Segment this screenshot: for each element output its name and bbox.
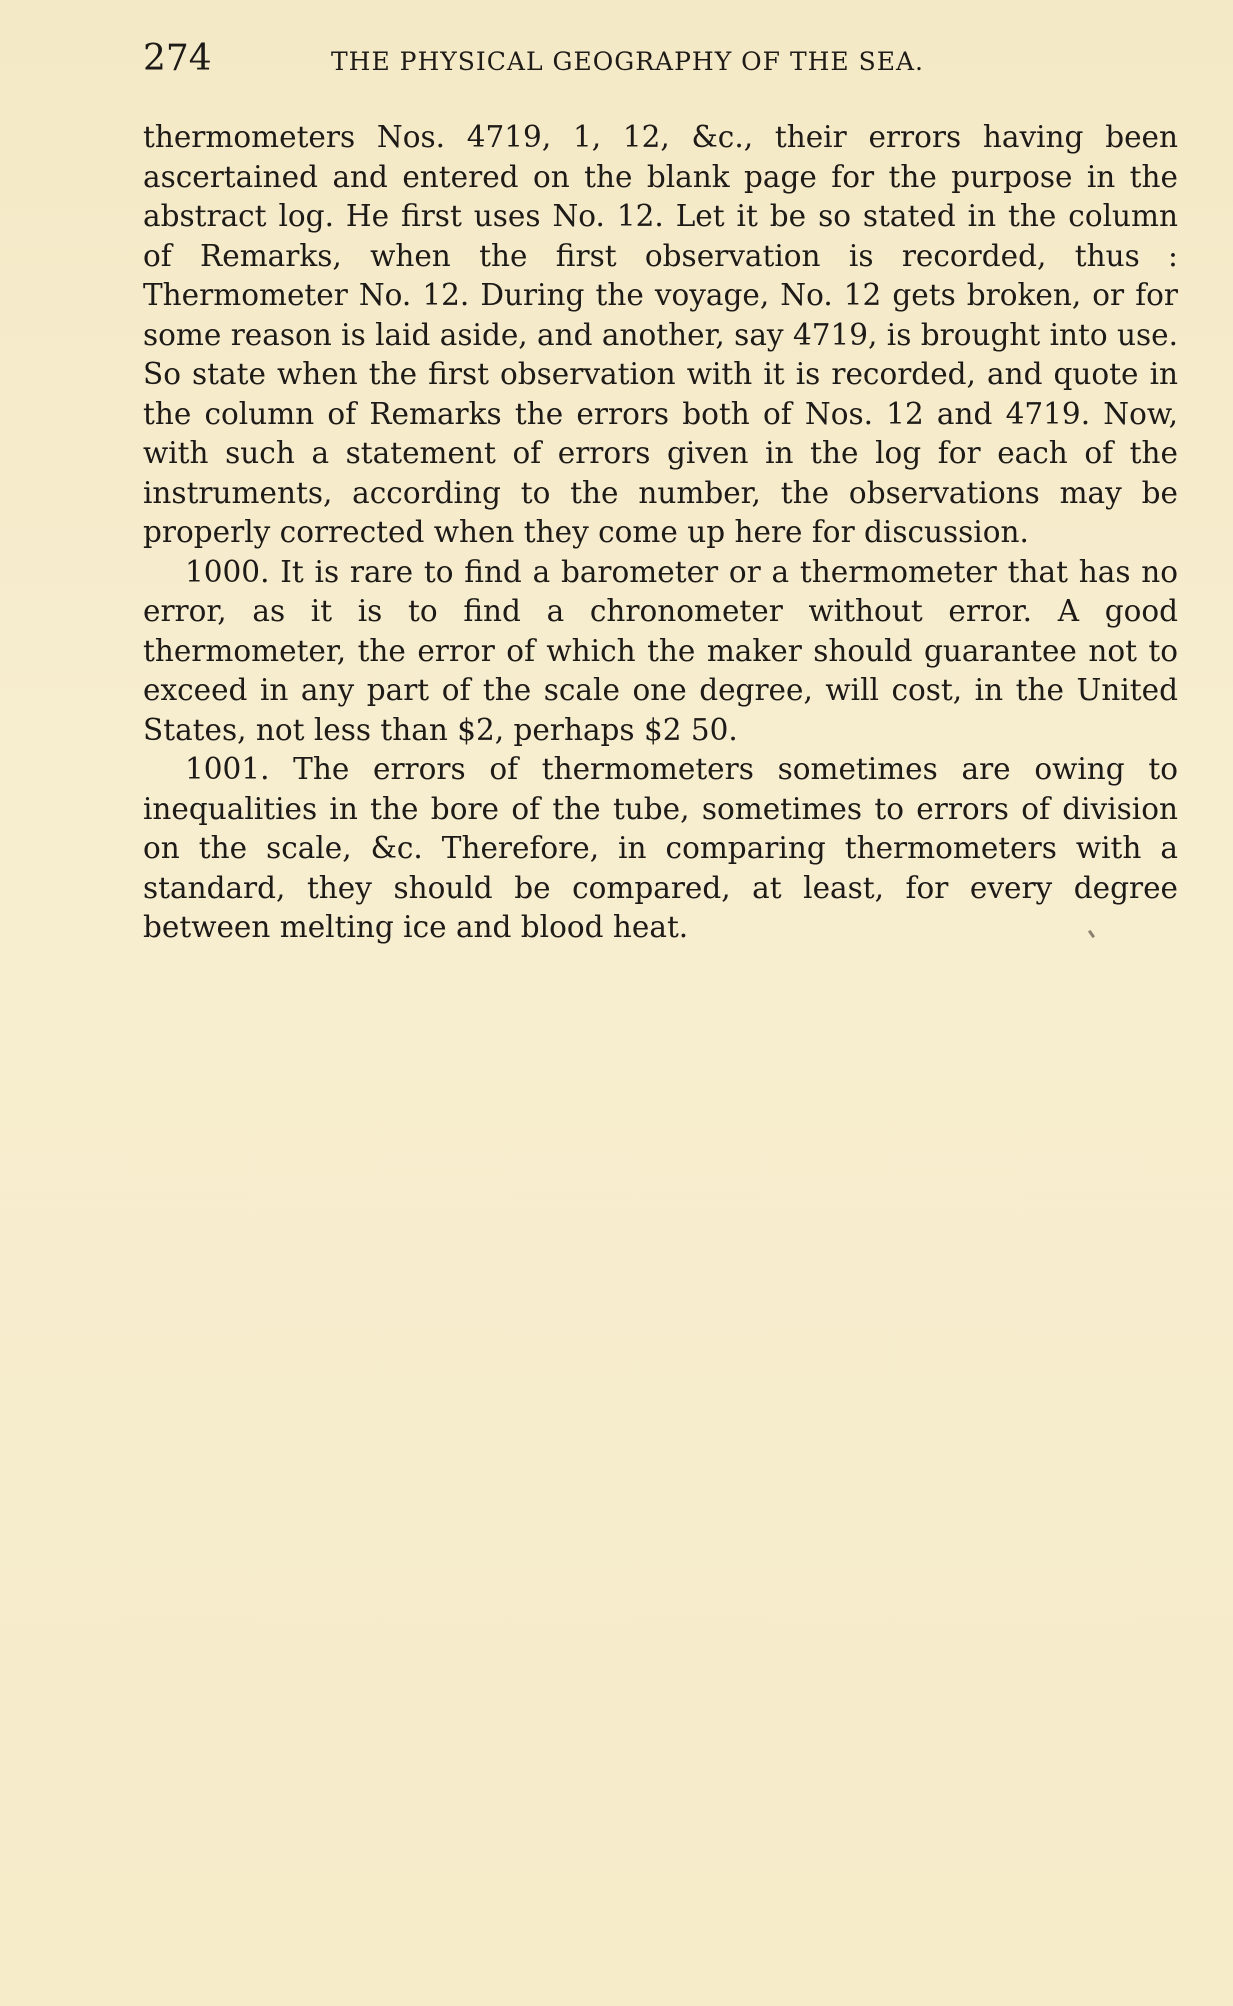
- page-header: [143, 34, 1178, 84]
- paragraph-continuation: thermometers Nos. 4719, 1, 12, &c., their errors having been ascertained and entered on the blank page for the purpose in the abstract log. He first uses No. 12. Let it be so stated in the column of Remarks, when the first observation is recorded, thus : Thermometer No. 12. During the voyage, No. 12 gets broken, or for some reason is laid aside, and another, say 4719, is brought into use. So state when the first observation with it is recorded, and quote in the column of Remarks the errors both of Nos. 12 and 4719. Now, with such a statement of errors given in the log for each of the instruments, according to the number, the observations may be properly corrected when they come up here for discussion.: [143, 120, 1178, 549]
- body-text: [143, 118, 1178, 948]
- paragraph-1001: 1001. The errors of thermometers sometimes are owing to inequalities in the bore of the tube, sometimes to errors of division on the scale, &c. Therefore, in comparing thermometers with a standard, they should be compared, at least, for every degree between melting ice and blood heat.: [143, 752, 1178, 944]
- page-number: 274: [143, 38, 212, 79]
- paragraph-1000: 1000. It is rare to find a barometer or a thermometer that has no error, as it is to find a chronometer without error. A good thermometer, the error of which the maker should guarantee not to exceed in any part of the scale one degree, will cost, in the United States, not less than $2, perhaps $2 50.: [143, 554, 1178, 747]
- running-title: THE PHYSICAL GEOGRAPHY OF THE SEA.: [331, 47, 925, 76]
